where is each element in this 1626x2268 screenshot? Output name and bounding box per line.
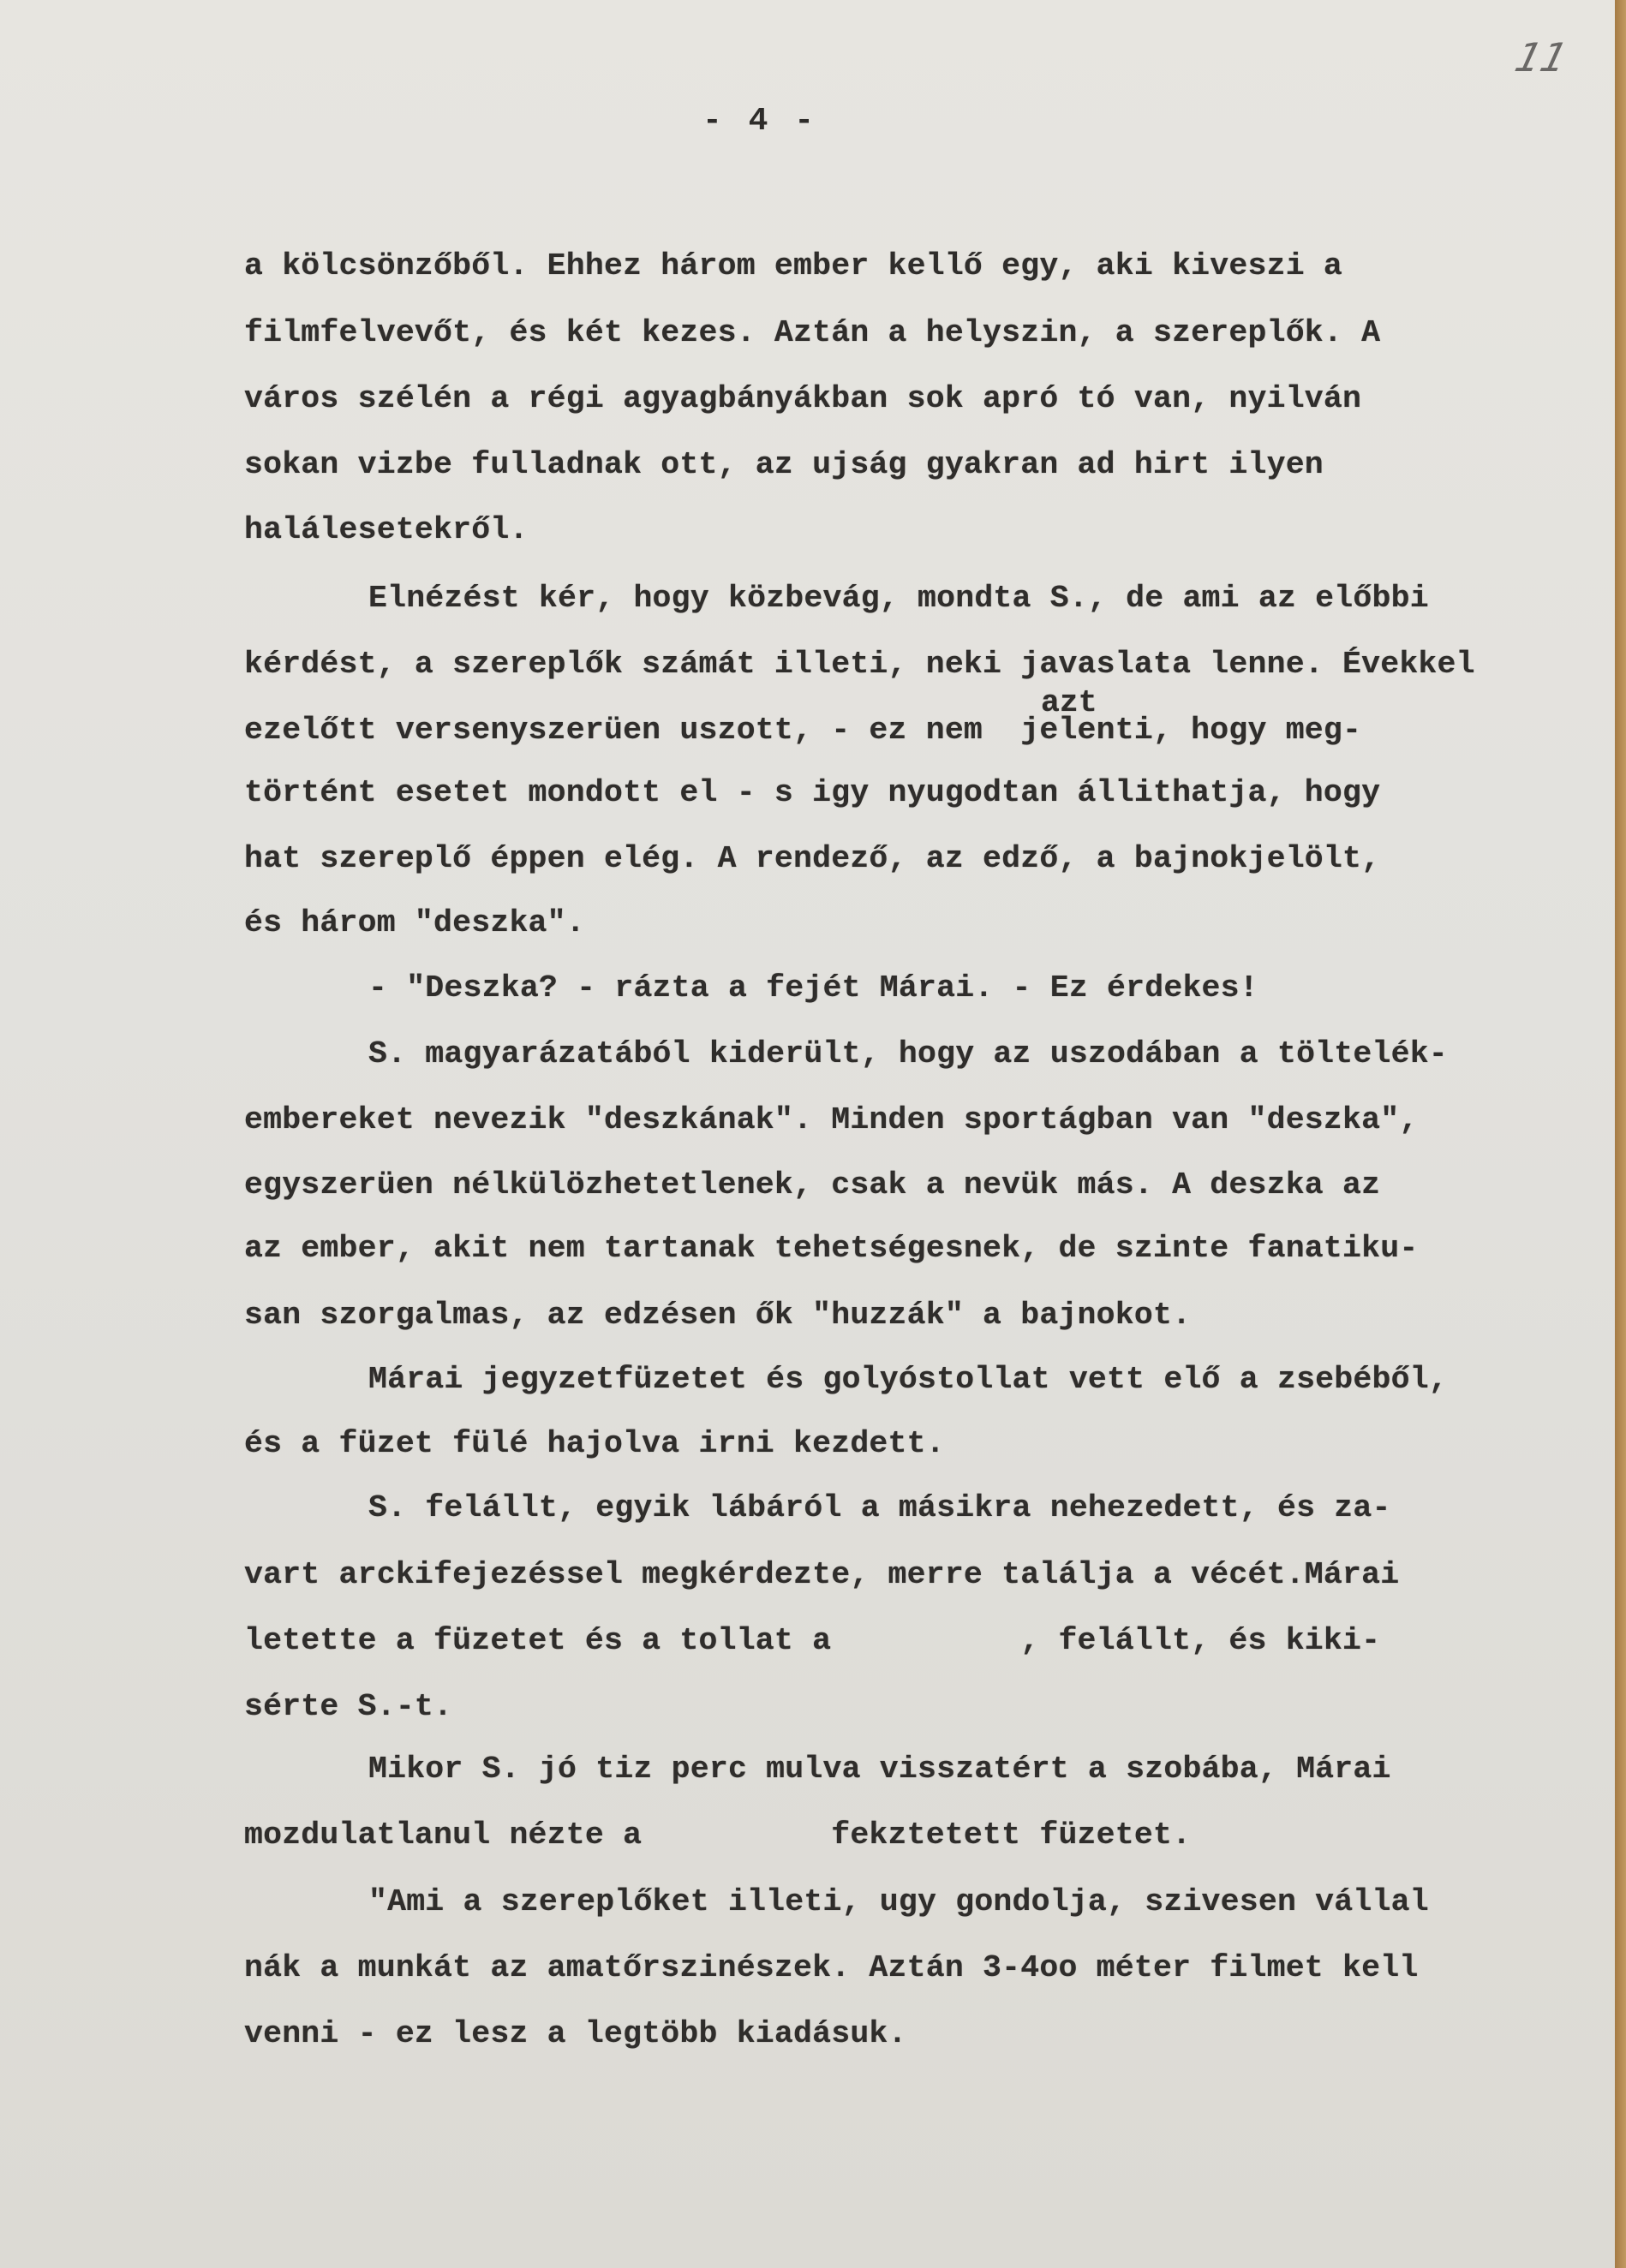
paragraph-start-line: Mikor S. jó tiz perc mulva visszatért a szobába, Márai xyxy=(368,1752,1391,1787)
text-line: hat szereplő éppen elég. A rendező, az edző, a bajnokjelölt, xyxy=(244,841,1381,876)
text-line: venni - ez lesz a legtöbb kiadásuk. xyxy=(244,2016,907,2051)
text-line: sokan vizbe fulladnak ott, az ujság gyakran ad hirt ilyen xyxy=(244,447,1324,482)
paragraph-start-line: Elnézést kér, hogy közbevág, mondta S., de ami az előbbi xyxy=(368,581,1429,616)
text-line: ezelőtt versenyszerüen uszott, - ez nem jelenti, hogy meg- xyxy=(244,713,1362,748)
interlinear-insertion: azt xyxy=(1041,685,1097,720)
text-line: halálesetekről. xyxy=(244,512,529,547)
text-line: és a füzet fülé hajolva irni kezdett. xyxy=(244,1426,945,1461)
paragraph-start-line: "Ami a szereplőket illeti, ugy gondolja, szivesen vállal xyxy=(368,1884,1429,1919)
text-line: város szélén a régi agyagbányákban sok apró tó van, nyilván xyxy=(244,381,1362,416)
page-number: - 4 - xyxy=(702,103,818,140)
text-line: vart arckifejezéssel megkérdezte, merre találja a vécét.Márai xyxy=(244,1557,1400,1592)
text-line: sérte S.-t. xyxy=(244,1689,453,1724)
text-line: letette a füzetet és a tollat a , felállt, és kiki- xyxy=(244,1623,1381,1658)
paragraph-start-line: S. magyarázatából kiderült, hogy az uszodában a töltelék- xyxy=(368,1036,1448,1071)
text-line: nák a munkát az amatőrszinészek. Aztán 3-4oo méter filmet kell xyxy=(244,1950,1419,1985)
text-line: kérdést, a szereplők számát illeti, neki javaslata lenne. Évekkel xyxy=(244,647,1475,682)
desk-edge xyxy=(1615,0,1626,2268)
handwritten-folio-number: 11 xyxy=(1510,34,1573,81)
text-line: embereket nevezik "deszkának". Minden sportágban van "deszka", xyxy=(244,1102,1419,1137)
dialogue-line: - "Deszka? - rázta a fejét Márai. - Ez érdekes! xyxy=(368,970,1258,1006)
text-line: történt esetet mondott el - s igy nyugodtan állithatja, hogy xyxy=(244,775,1381,810)
paragraph-start-line: S. felállt, egyik lábáról a másikra nehezedett, és za- xyxy=(368,1490,1391,1525)
text-line: san szorgalmas, az edzésen ők "huzzák" a bajnokot. xyxy=(244,1298,1192,1333)
text-line: a kölcsönzőből. Ehhez három ember kellő egy, aki kiveszi a xyxy=(244,248,1343,284)
text-line: filmfelvevőt, és két kezes. Aztán a helyszin, a szereplők. A xyxy=(244,315,1381,350)
text-line: mozdulatlanul nézte a fekztetett füzetet. xyxy=(244,1817,1192,1853)
text-line: és három "deszka". xyxy=(244,905,585,940)
text-line: az ember, akit nem tartanak tehetségesnek, de szinte fanatiku- xyxy=(244,1231,1419,1266)
paragraph-start-line: Márai jegyzetfüzetet és golyóstollat vett elő a zsebéből, xyxy=(368,1362,1448,1397)
text-line: egyszerüen nélkülözhetetlenek, csak a nevük más. A deszka az xyxy=(244,1167,1381,1203)
